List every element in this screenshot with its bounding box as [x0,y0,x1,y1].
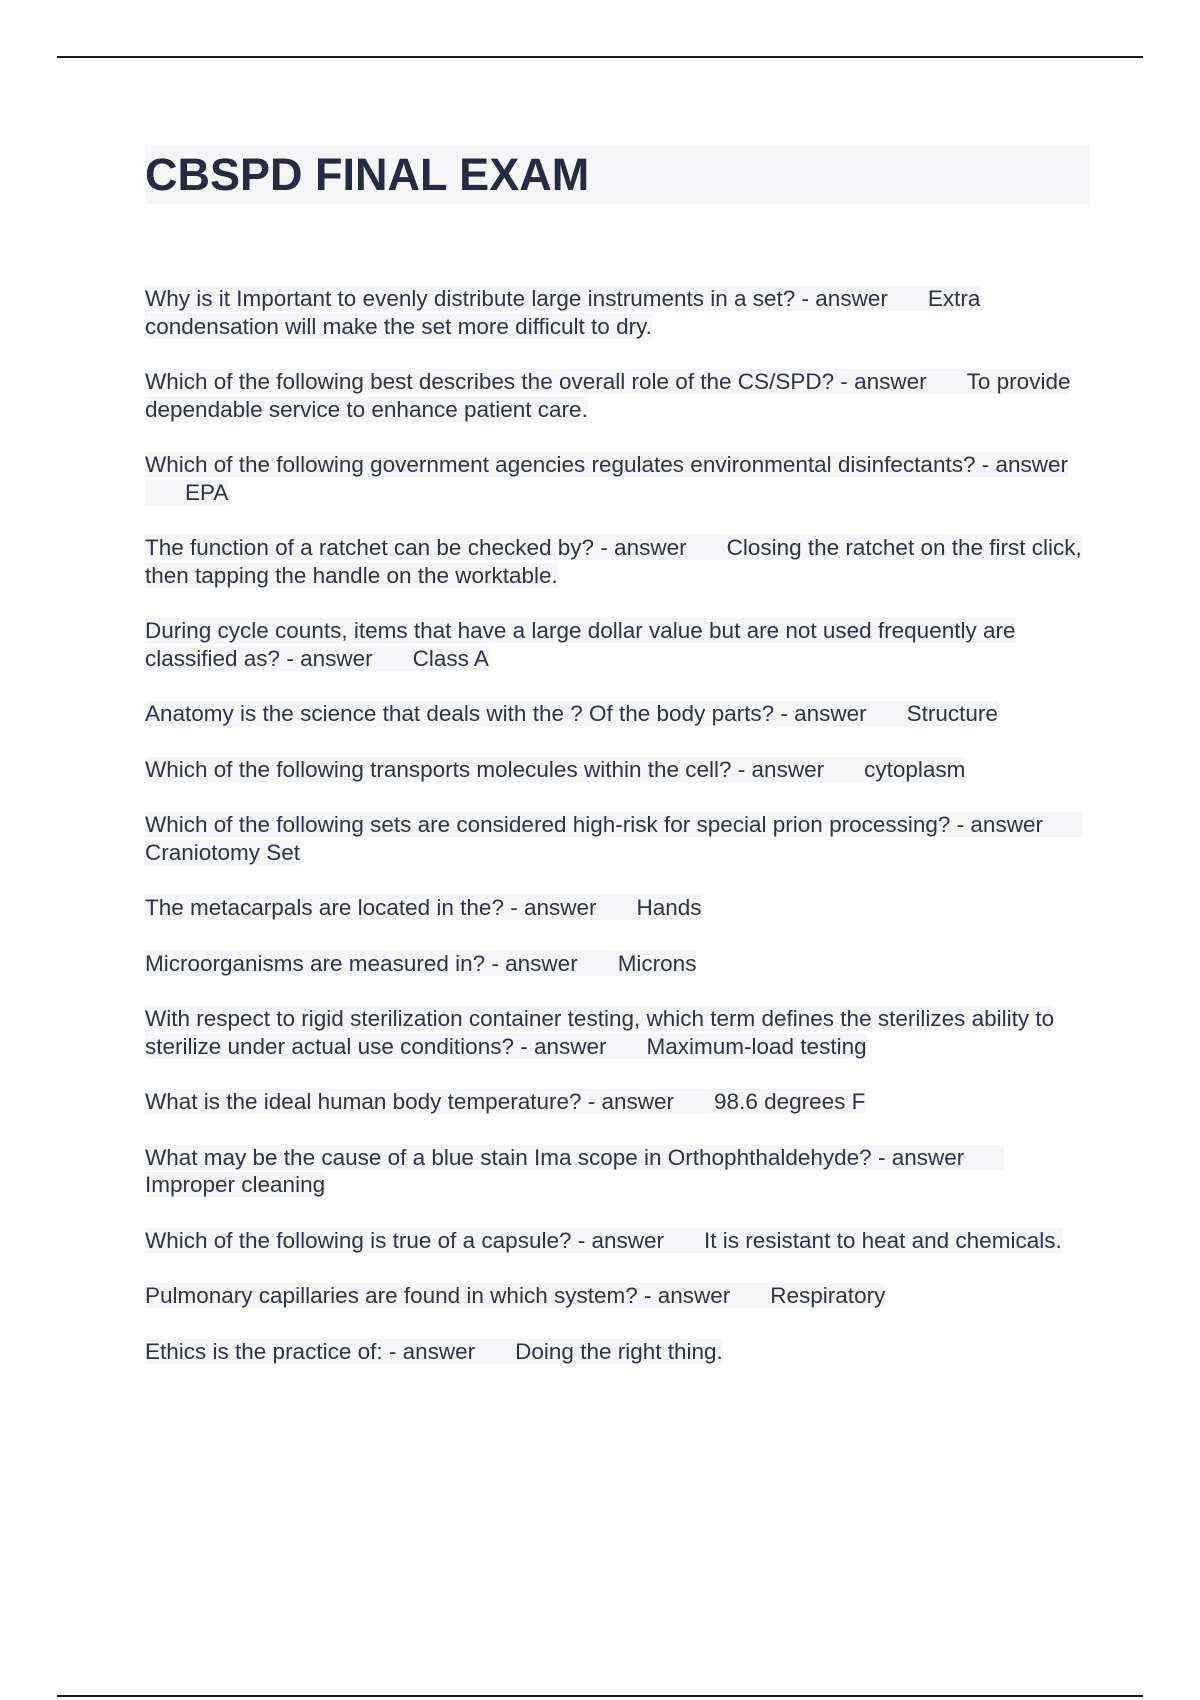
answer-text: 98.6 degrees F [714,1089,866,1114]
qa-item [145,700,1089,728]
question-text: What may be the cause of a blue stain Ima scope in Orthophthaldehyde? [145,1144,872,1170]
bottom-rule [57,1695,1143,1697]
answer-separator: - answer [644,1283,731,1308]
answer-text: Doing the right thing. [515,1338,723,1364]
answer-separator: - answer [587,1089,675,1114]
qa-item [145,950,1089,978]
answer-separator: - answer [981,452,1069,477]
answer-text: EPA [185,479,229,505]
question-text: Which of the following sets are considered high-risk for special prion processing? [145,812,951,837]
qa-list [145,285,1089,1365]
answer-text: Microns [617,950,697,976]
qa-item [145,1088,1089,1116]
answer-separator: - answer [491,950,578,976]
qa-item [145,1338,1089,1366]
page-title: CBSPD FINAL EXAM [145,146,1089,204]
answer-separator: - answer [801,286,888,311]
qa-item [145,756,1089,784]
qa-item [145,1005,1089,1060]
answer-text: Closing the ratchet on the first click, then tapping the handle on the worktable. [145,535,1082,588]
answer-separator: - answer [286,645,373,671]
question-text: Which of the following transports molecules within the cell? [145,756,732,782]
question-text: Which of the following government agencies regulates environmental disinfectants? [145,452,976,477]
answer-separator: - answer [520,1033,607,1059]
qa-item [145,1144,1089,1199]
answer-text: It is resistant to heat and chemicals. [704,1227,1062,1253]
answer-separator: - answer [600,535,687,560]
question-text: Ethics is the practice of: [145,1338,383,1364]
answer-text: Structure [906,701,998,726]
qa-item [145,534,1089,589]
answer-text: Improper cleaning [145,1172,326,1197]
question-text: The function of a ratchet can be checked by? [145,535,595,560]
qa-item [145,285,1089,340]
question-text: During cycle counts, items that have a large dollar value but are not used frequently are classified as? [145,618,1016,671]
question-text: Anatomy is the science that deals with the ? Of the body parts? [145,701,775,726]
answer-separator: - answer [956,812,1043,837]
answer-text: Maximum-load testing [646,1033,867,1059]
qa-item [145,368,1089,423]
answer-text: Class A [412,645,489,671]
answer-separator: - answer [737,756,825,782]
question-text: The metacarpals are located in the? [145,895,504,920]
answer-text: Respiratory [770,1283,886,1308]
answer-separator: - answer [388,1338,476,1364]
answer-separator: - answer [877,1144,965,1170]
qa-item [145,1227,1089,1255]
question-text: Pulmonary capillaries are found in which system? [145,1283,638,1308]
qa-item [145,617,1089,672]
answer-text: cytoplasm [864,756,966,782]
question-text: Which of the following best describes the overall role of the CS/SPD? [145,369,835,394]
answer-separator: - answer [840,369,927,394]
qa-item [145,1282,1089,1310]
question-text: Which of the following is true of a capsule? [145,1227,572,1253]
answer-separator: - answer [577,1227,665,1253]
top-rule [57,56,1143,58]
question-text: Why is it Important to evenly distribute large instruments in a set? [145,286,796,311]
answer-separator: - answer [510,895,597,920]
answer-text: Craniotomy Set [145,839,301,865]
question-text: With respect to rigid sterilization container testing, which term defines the sterilizes ability to sterilize under actual use conditions? [145,1006,1055,1059]
qa-item [145,811,1089,866]
qa-item [145,894,1089,922]
answer-separator: - answer [780,701,867,726]
question-text: What is the ideal human body temperature? [145,1089,582,1114]
document-page [145,146,1089,1393]
question-text: Microorganisms are measured in? [145,950,486,976]
answer-text: To provide dependable service to enhance patient care. [145,369,1071,422]
answer-text: Extra condensation will make the set more difficult to dry. [145,286,981,339]
qa-item [145,451,1089,506]
answer-text: Hands [636,895,702,920]
